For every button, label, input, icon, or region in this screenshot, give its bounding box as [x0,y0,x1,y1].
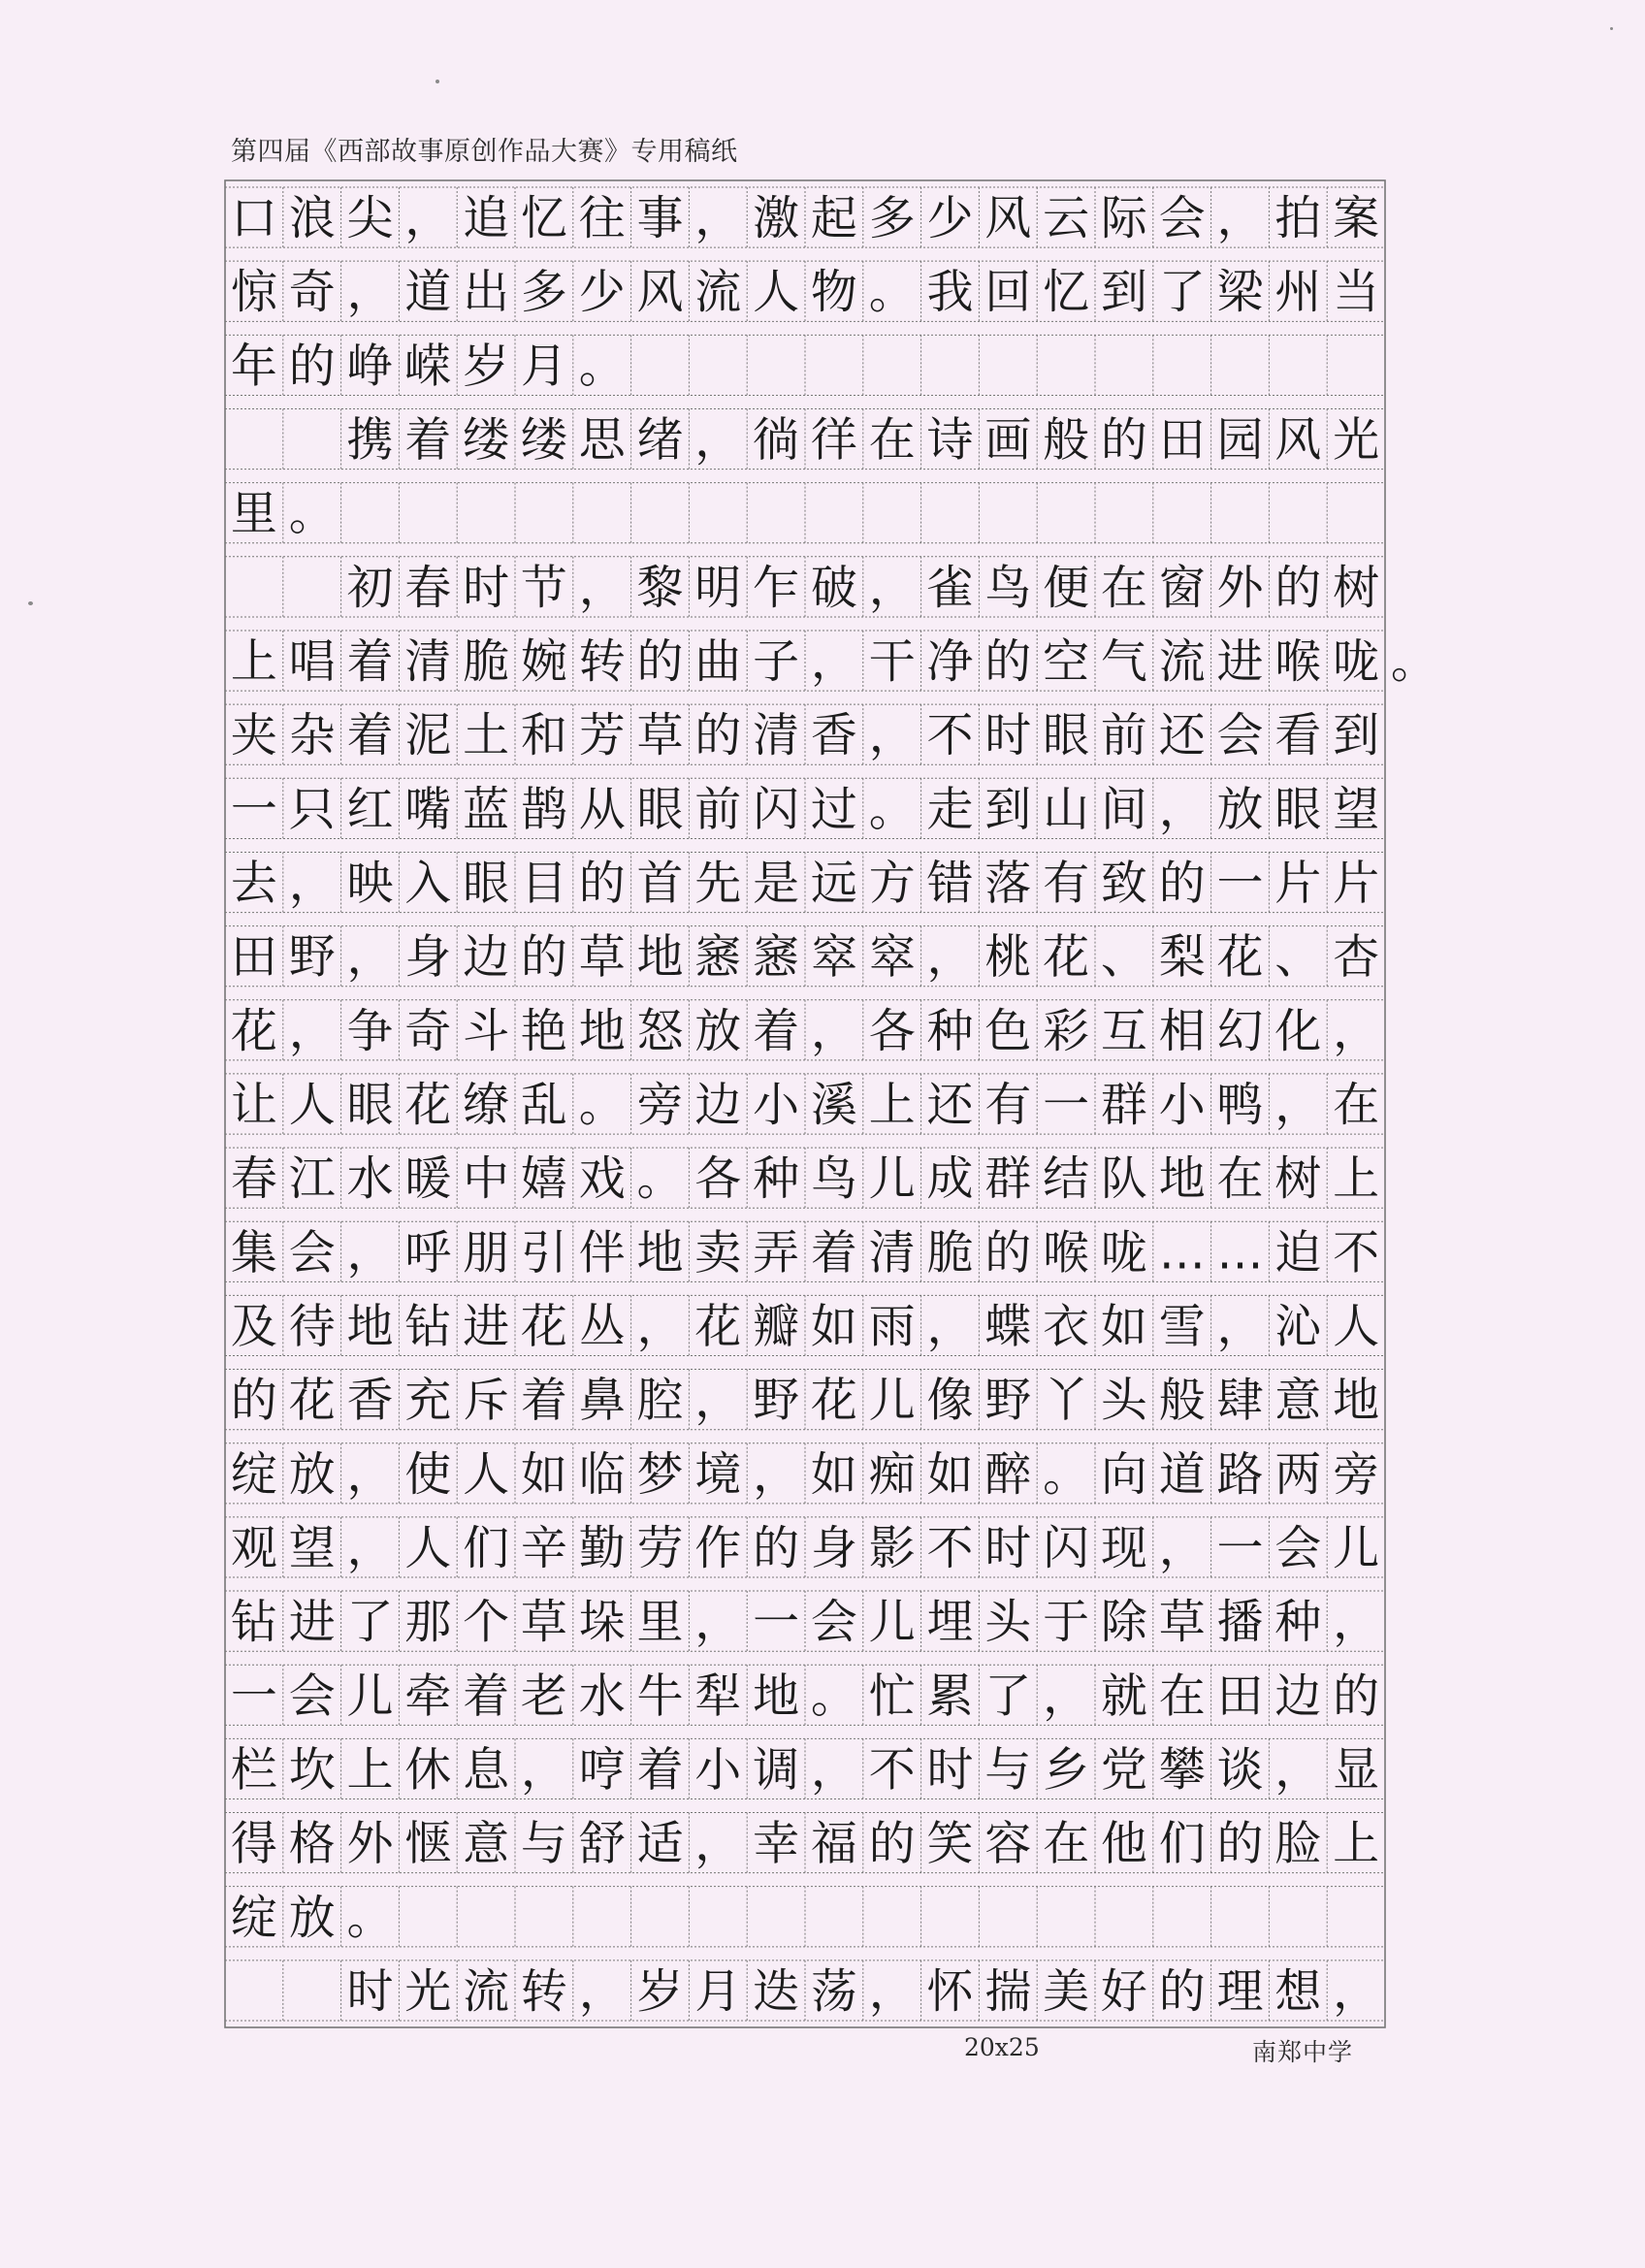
essay-line: 里。 [230,486,336,541]
essay-line: 花，争奇斗艳地怒放着，各种色彩互相幻化， [230,1003,1380,1058]
essay-line: 去，映入眼目的首先是远方错落有致的一片片 [230,856,1380,911]
essay-line: 集会，呼朋引伴地卖弄着清脆的喉咙……迫不 [230,1225,1380,1280]
grid-row [225,1295,1385,1355]
grid-row [225,1665,1385,1725]
grid-row [225,926,1385,987]
grid-row [225,335,1385,395]
paper-header-title: 第四届《西部故事原创作品大赛》专用稿纸 [231,137,738,167]
essay-line: 钻进了那个草垛里，一会儿埋头于除草播种， [230,1595,1380,1650]
essay-line: 时光流转，岁月迭荡，怀揣美好的理想， [230,1963,1380,2019]
essay-line: 观望，人们辛勤劳作的身影不时闪现，一会儿 [230,1520,1380,1575]
grid-row [225,704,1385,764]
grid-row [225,261,1385,321]
grid-row [225,557,1385,617]
essay-line: 栏坎上休息，哼着小调，不时与乡党攀谈，显 [230,1742,1380,1798]
grid-row [225,408,1385,469]
grid-row [225,187,1385,247]
essay-line: 让人眼花缭乱。旁边小溪上还有一群小鸭，在 [230,1078,1380,1132]
grid-row [225,1813,1385,1873]
essay-line: 初春时节，黎明乍破，雀鸟便在窗外的树 [230,560,1380,615]
paper-speck [435,80,439,83]
essay-line: 绽放，使人如临梦境，如痴如醉。向道路两旁 [230,1446,1380,1502]
essay-line: 年的峥嵘岁月。 [230,339,626,394]
paper-speck [28,601,33,605]
grid-row [225,1887,1385,1947]
grid-row [225,852,1385,912]
grid-row [225,1148,1385,1208]
grid-row [225,1370,1385,1430]
paper-speck [1610,27,1613,30]
essay-line: 惊奇，道出多少风流人物。我回忆到了梁州当 [230,265,1380,320]
grid-size-label: 20x25 [964,2033,1040,2061]
essay-line: 田野，身边的草地窸窸窣窣，桃花、梨花、杏 [230,929,1380,985]
grid-row [225,778,1385,838]
essay-line: 春江水暖中嬉戏。各种鸟儿成群结队地在树上 [230,1151,1380,1207]
grid-row [225,1517,1385,1577]
essay-line: 口浪尖，追忆往事，激起多少风云际会，拍案 [230,191,1380,246]
essay-line: 一只红嘴蓝鹊从眼前闪过。走到山间，放眼望 [230,782,1380,837]
school-name: 南郑中学 [1252,2038,1354,2066]
grid-row [225,1591,1385,1651]
grid-row [225,483,1385,543]
essay-line: 携着缕缕思绪，徜徉在诗画般的田园风光 [230,412,1380,468]
grid-row [225,631,1385,691]
grid-row [225,1221,1385,1281]
grid-row [225,1443,1385,1504]
grid-row [225,1000,1385,1060]
essay-line: 夹杂着泥土和芳草的清香，不时眼前还会看到 [230,708,1380,763]
grid-row [225,1738,1385,1798]
essay-line: 上唱着清脆婉转的曲子，干净的空气流进喉咙。 [230,634,1437,690]
grid-row [225,1074,1385,1134]
essay-line: 的花香充斥着鼻腔，野花儿像野丫头般肆意地 [230,1373,1380,1428]
essay-line: 一会儿牵着老水牛犁地。忙累了，就在田边的 [230,1669,1380,1724]
essay-line: 及待地钻进花丛，花瓣如雨，蝶衣如雪，沁人 [230,1299,1380,1354]
essay-line: 得格外惬意与舒适，幸福的笑容在他们的脸上 [230,1816,1380,1871]
grid-row [225,1960,1385,2021]
essay-line: 绽放。 [230,1890,394,1945]
